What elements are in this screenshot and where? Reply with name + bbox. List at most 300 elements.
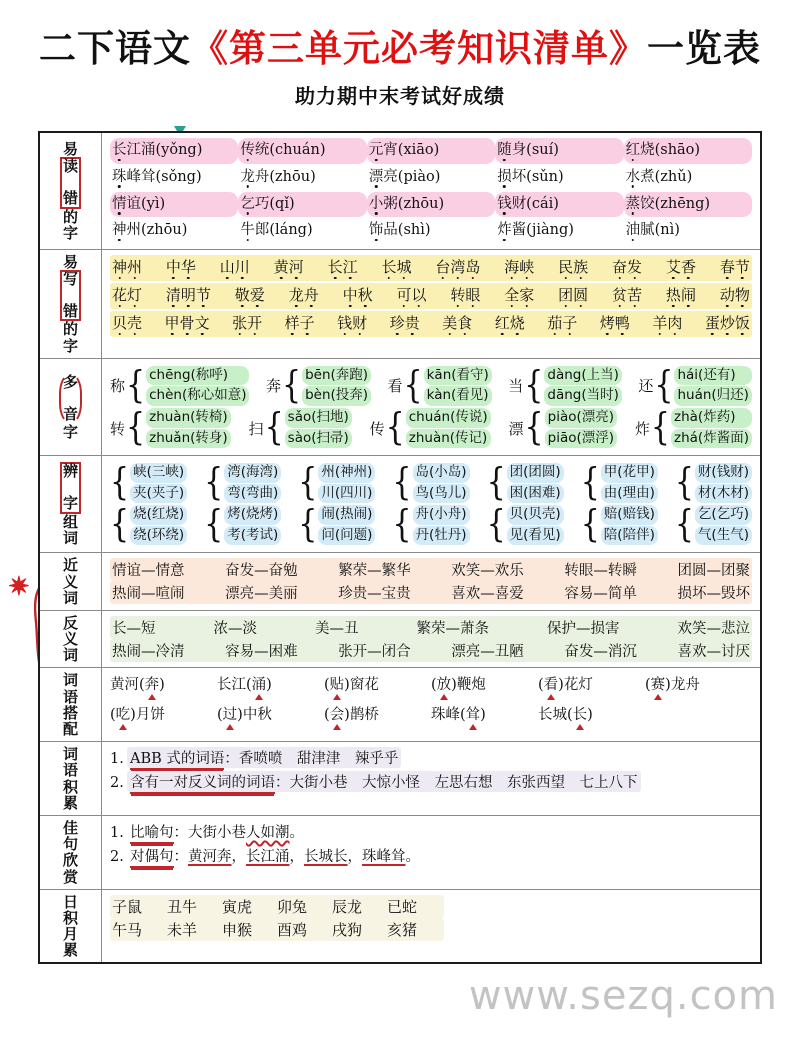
brace-item: 材(木材) — [695, 484, 752, 504]
cell-word-bank — [102, 742, 760, 815]
page-title — [0, 18, 800, 72]
brace-icon: { — [580, 502, 600, 547]
label-line: 欣 — [62, 851, 78, 870]
table-row-distinguish — [40, 456, 760, 553]
brace-icon: { — [392, 460, 412, 505]
yellow-word: 可以 — [396, 286, 427, 304]
brace-group — [580, 502, 658, 547]
brace-item: 烧(红烧) — [130, 505, 187, 525]
yellow-word: 清明节 — [165, 286, 211, 304]
row-label-good-sentences — [40, 816, 102, 889]
label-line-circled: 多 音 — [59, 373, 82, 424]
worksheet-page — [0, 18, 800, 1053]
brace-item: 舟(小舟) — [413, 505, 470, 525]
row-label-word-bank — [40, 742, 102, 815]
collocation-item: 长江(涌) — [217, 677, 272, 694]
brace-pair — [224, 505, 281, 545]
polyphonic-row — [110, 405, 752, 450]
brace-item: 问(问题) — [318, 526, 375, 546]
label-line: 易 — [62, 253, 78, 271]
synonym-line — [110, 558, 752, 581]
zodiac-word: 辰龙 — [332, 897, 363, 916]
pinyin-item: 元宵(xiāo) — [367, 138, 495, 164]
group-char: 转 — [110, 419, 126, 438]
label-line-boxed: 读 错 — [60, 157, 81, 208]
yellow-word: 羊肉 — [652, 314, 683, 332]
yellow-word: 贫苦 — [612, 286, 643, 304]
brace-pair — [406, 408, 491, 448]
item-body: 含有一对反义词的词语：大街小巷 大惊小怪 左思右想 东张西望 七上八下 — [127, 771, 641, 792]
zodiac-word: 戌狗 — [332, 920, 363, 939]
table-row-hard-read — [40, 133, 760, 250]
yellow-word: 黄河 — [273, 258, 304, 276]
brace-item: 困(困难) — [507, 484, 564, 504]
group-char: 还 — [638, 377, 654, 396]
knowledge-table — [38, 131, 762, 964]
label-line: 义 — [62, 572, 78, 591]
distinguish-row — [110, 460, 752, 505]
brace-item: 赔(赔钱) — [601, 505, 658, 525]
brace-group — [392, 502, 469, 547]
yellow-word: 茄子 — [547, 314, 578, 332]
brace-pair — [130, 505, 187, 545]
brace-group — [486, 502, 564, 547]
word-pair: 奋发—消沉 — [564, 643, 637, 660]
label-line: 字 — [62, 223, 78, 242]
yellow-word: 中华 — [165, 258, 196, 276]
zodiac-list — [110, 895, 752, 941]
yellow-word: 花灯 — [112, 286, 143, 304]
item-number: 1. — [110, 824, 124, 841]
antonym-line — [110, 639, 752, 662]
yellow-word: 海峡 — [504, 258, 535, 276]
brace-group — [248, 405, 352, 450]
yellow-word: 艾香 — [665, 258, 696, 276]
antonym-line — [110, 616, 752, 639]
brace-icon: { — [392, 502, 412, 547]
cell-hard-read — [102, 133, 760, 249]
brace-icon: { — [524, 363, 544, 408]
yellow-word: 烤鸭 — [599, 314, 630, 332]
brace-pair — [146, 408, 231, 448]
yellow-word: 美食 — [442, 314, 473, 332]
brace-item: chèn(称心如意) — [146, 386, 249, 406]
word-pair: 繁荣—萧条 — [416, 620, 489, 637]
zodiac-word: 卯兔 — [277, 897, 308, 916]
collocation-item: 长城(长) — [538, 707, 593, 724]
word-pair: 保护—损害 — [547, 620, 620, 637]
yellow-word: 敬爱 — [234, 286, 265, 304]
brace-group — [638, 363, 752, 408]
label-line: 词 — [62, 528, 78, 547]
pinyin-item: 情谊(yì) — [110, 192, 238, 218]
cell-collocation — [102, 668, 760, 741]
label-line: 累 — [62, 941, 78, 960]
brace-icon: { — [674, 460, 694, 505]
brace-item: 州(神州) — [318, 463, 375, 483]
item-body: ABB 式的词语：香喷喷 甜津津 辣乎乎 — [127, 747, 401, 768]
pinyin-item: 蒸饺(zhēng) — [624, 192, 752, 218]
word-pair: 美—丑 — [315, 620, 359, 637]
yellow-word: 长江 — [327, 258, 358, 276]
brace-item: sào(扫帚) — [285, 429, 352, 449]
word-pair: 珍贵—宝贵 — [338, 586, 411, 603]
brace-item: 考(考试) — [224, 526, 281, 546]
row-label-distinguish — [40, 456, 102, 552]
brace-pair — [224, 463, 281, 503]
word-pair: 热闹—冷清 — [112, 643, 185, 660]
brace-item: 弯(弯曲) — [224, 484, 281, 504]
distinguish-groups — [110, 460, 752, 547]
brace-group — [392, 460, 469, 505]
table-row-hard-write — [40, 250, 760, 359]
zodiac-word: 亥猪 — [387, 920, 418, 939]
brace-pair — [695, 505, 752, 545]
pinyin-item: 乞巧(qǐ) — [238, 192, 366, 218]
brace-item: dāng(当时) — [544, 386, 622, 406]
yellow-line — [110, 283, 752, 309]
yellow-word: 珍贵 — [389, 314, 420, 332]
label-line: 句 — [62, 835, 78, 854]
brace-item: 财(钱财) — [695, 463, 752, 483]
brace-item: chēng(称呼) — [146, 366, 249, 386]
label-line: 的 — [62, 207, 78, 226]
brace-item: zhuàn(传记) — [406, 429, 491, 449]
brace-icon: { — [281, 363, 302, 408]
yellow-word: 贝壳 — [112, 314, 143, 332]
brace-item: piāo(漂浮) — [545, 429, 617, 449]
title-highlight: 《第三单元必考知识清单》 — [191, 26, 647, 70]
brace-group — [486, 460, 564, 505]
brace-item: zhuǎn(转身) — [146, 429, 231, 449]
brace-group — [508, 405, 618, 450]
row-label-antonyms — [40, 611, 102, 668]
polyphonic-row — [110, 363, 752, 408]
cell-synonyms — [102, 553, 760, 610]
synonym-line — [110, 581, 752, 604]
pinyin-grid — [110, 138, 752, 244]
row-label-collocation — [40, 668, 102, 741]
table-row-good-sentences — [40, 816, 760, 890]
zodiac-word: 午马 — [112, 920, 143, 939]
brace-item: 见(看见) — [507, 526, 564, 546]
group-char: 漂 — [508, 419, 524, 438]
label-line: 词 — [62, 646, 78, 665]
brace-item: 峡(三峡) — [130, 463, 187, 483]
pinyin-item: 珠峰耸(sǒng) — [112, 168, 202, 185]
brace-icon: { — [298, 502, 318, 547]
zodiac-line — [110, 895, 444, 918]
brace-pair — [545, 408, 617, 448]
yellow-word: 转眼 — [450, 286, 481, 304]
brace-icon: { — [264, 405, 284, 450]
numbered-item — [110, 821, 752, 842]
brace-icon: { — [385, 405, 405, 450]
label-line: 语 — [62, 761, 78, 780]
group-char: 扫 — [248, 419, 264, 438]
zodiac-line — [110, 918, 444, 941]
word-pair: 张开—闭合 — [338, 643, 411, 660]
yellow-word: 春节 — [719, 258, 750, 276]
brace-pair — [146, 366, 249, 406]
brace-icon: { — [298, 460, 318, 505]
yellow-line — [110, 311, 752, 337]
brace-pair — [302, 366, 371, 406]
yellow-word: 动物 — [719, 286, 750, 304]
label-line: 词 — [62, 588, 78, 607]
brace-icon: { — [650, 405, 671, 450]
label-line: 的 — [62, 320, 78, 339]
table-row-daily — [40, 890, 760, 963]
row-label-hard-read — [40, 133, 102, 249]
brace-item: 鸟(鸟儿) — [413, 484, 470, 504]
label-line: 易 — [62, 140, 78, 159]
yellow-word: 山川 — [219, 258, 250, 276]
pinyin-item: 神州(zhōu) — [112, 222, 188, 239]
label-line-boxed: 写 错 — [60, 270, 81, 321]
brace-item: kān(看守) — [424, 366, 492, 386]
label-line: 字 — [62, 423, 78, 442]
yellow-word: 民族 — [558, 258, 589, 276]
pinyin-item: 水煮(zhǔ) — [625, 168, 693, 185]
word-pair: 团圆—团聚 — [677, 563, 750, 580]
word-pair: 热闹—喧闹 — [112, 586, 185, 603]
pinyin-item: 随身(suí) — [495, 138, 623, 164]
word-pair: 繁荣—繁华 — [338, 563, 411, 580]
numbered-item — [110, 771, 752, 792]
title-suffix: 一览表 — [647, 26, 761, 70]
brace-icon: { — [524, 405, 544, 450]
word-pair: 漂亮—丑陋 — [451, 643, 524, 660]
brace-icon: { — [204, 460, 224, 505]
brace-item: 乞(乞巧) — [695, 505, 752, 525]
row-label-polyphonic — [40, 359, 102, 455]
label-line: 搭 — [62, 703, 78, 722]
brace-item: zhuàn(转椅) — [146, 408, 231, 428]
brace-item: 贝(贝壳) — [507, 505, 564, 525]
brace-group — [204, 460, 281, 505]
row-label-hard-write — [40, 250, 102, 358]
yellow-word-list — [110, 255, 752, 337]
item-number: 1. — [110, 751, 124, 768]
word-pair: 漂亮—美丽 — [225, 586, 298, 603]
label-line: 赏 — [62, 867, 78, 886]
brace-pair — [285, 408, 352, 448]
brace-group — [110, 502, 187, 547]
brace-icon: { — [110, 502, 130, 547]
group-char: 炸 — [634, 419, 650, 438]
label-line: 佳 — [62, 818, 78, 837]
label-line: 近 — [62, 556, 78, 575]
brace-pair — [413, 505, 470, 545]
watermark: www.sezq.com — [468, 973, 778, 1019]
brace-pair — [413, 463, 470, 503]
good-sentence-list — [110, 821, 752, 866]
brace-group — [674, 460, 752, 505]
brace-item: 烤(烧烤) — [224, 505, 281, 525]
label-line: 语 — [62, 687, 78, 706]
brace-item: kàn(看见) — [424, 386, 492, 406]
yellow-line — [110, 255, 752, 281]
pinyin-item: 漂亮(piào) — [368, 168, 441, 185]
collocation-item: (过)中秋 — [217, 707, 272, 724]
brace-group — [110, 405, 231, 450]
yellow-word: 神州 — [112, 258, 143, 276]
cell-antonyms — [102, 611, 760, 668]
label-line: 配 — [62, 720, 78, 738]
brace-group — [298, 502, 375, 547]
brace-group — [298, 460, 375, 505]
label-line: 字 — [62, 336, 78, 355]
brace-item: zhá(炸酱面) — [671, 429, 752, 449]
zodiac-word: 丑牛 — [167, 897, 198, 916]
brace-pair — [674, 366, 751, 406]
collocation-item: (吃)月饼 — [110, 707, 165, 724]
word-pair: 情谊—情意 — [112, 563, 185, 580]
collocation-item — [645, 703, 752, 730]
label-line: 反 — [62, 613, 78, 632]
polyphonic-groups — [110, 363, 752, 450]
brace-icon: { — [486, 460, 506, 505]
brace-pair — [695, 463, 752, 503]
label-line: 累 — [62, 793, 78, 812]
brace-group — [674, 502, 752, 547]
item-body: 比喻句：大街小巷人如潮。 — [127, 821, 307, 842]
brace-item: 湾(海湾) — [224, 463, 281, 483]
brace-item: piào(漂亮) — [545, 408, 617, 428]
table-row-antonyms — [40, 611, 760, 669]
brace-group — [508, 363, 622, 408]
zodiac-word: 子鼠 — [112, 897, 143, 916]
label-line: 词 — [62, 745, 78, 764]
pinyin-item: 损坏(sǔn) — [497, 168, 564, 185]
brace-icon: { — [654, 363, 674, 408]
distinguish-row — [110, 502, 752, 547]
brace-icon: { — [486, 502, 506, 547]
label-line-boxed: 辨 字 — [60, 462, 81, 513]
brace-item: 绕(环绕) — [130, 526, 187, 546]
cell-hard-write — [102, 250, 760, 358]
brace-item: 陪(陪伴) — [601, 526, 658, 546]
zodiac-word: 未羊 — [167, 920, 198, 939]
collocation-item: 珠峰(耸) — [431, 707, 486, 724]
pinyin-item: 炸酱(jiàng) — [497, 222, 574, 239]
collocation-item: (会)鹊桥 — [324, 707, 379, 724]
brace-item: 丹(牡丹) — [413, 526, 470, 546]
brace-group — [204, 502, 281, 547]
brace-icon: { — [110, 460, 130, 505]
item-number: 2. — [110, 775, 124, 792]
label-line: 积 — [62, 908, 78, 927]
word-pair: 容易—困难 — [225, 643, 298, 660]
cell-polyphonic — [102, 359, 760, 455]
label-line: 月 — [62, 925, 78, 944]
zodiac-word: 申猴 — [222, 920, 253, 939]
yellow-word: 钱财 — [337, 314, 368, 332]
yellow-word: 台湾岛 — [435, 258, 481, 276]
label-line: 组 — [62, 512, 78, 531]
cell-good-sentences — [102, 816, 760, 889]
brace-group — [387, 363, 492, 408]
brace-pair — [130, 463, 187, 503]
cell-daily — [102, 890, 760, 963]
collocation-grid — [110, 673, 752, 730]
yellow-word: 热闹 — [665, 286, 696, 304]
table-row-polyphonic — [40, 359, 760, 456]
collocation-item: (贴)窗花 — [324, 677, 379, 694]
word-pair: 喜欢—讨厌 — [677, 643, 750, 660]
pinyin-item: 龙舟(zhōu) — [240, 168, 316, 185]
item-number: 2. — [110, 848, 124, 865]
brace-icon: { — [674, 502, 694, 547]
label-line: 词 — [62, 671, 78, 690]
group-char: 称 — [110, 377, 126, 396]
brace-group — [110, 363, 249, 408]
brace-pair — [601, 505, 658, 545]
brace-item: zhà(炸药) — [671, 408, 752, 428]
word-pair: 容易—简单 — [564, 586, 637, 603]
zodiac-word: 寅虎 — [222, 897, 253, 916]
label-line: 积 — [62, 777, 78, 796]
brace-item: dàng(上当) — [544, 366, 622, 386]
group-char: 奔 — [265, 377, 281, 396]
brace-icon: { — [204, 502, 224, 547]
brace-item: 团(团圆) — [507, 463, 564, 483]
pinyin-item: 小粥(zhōu) — [367, 192, 495, 218]
antonym-list — [110, 616, 752, 662]
brace-pair — [507, 505, 564, 545]
word-pair: 损坏—毁坏 — [677, 586, 750, 603]
yellow-word: 蛋炒饭 — [704, 314, 750, 332]
word-pair: 欢笑—欢乐 — [451, 563, 524, 580]
brace-group — [110, 460, 187, 505]
word-pair: 喜欢—喜爱 — [451, 586, 524, 603]
brace-pair — [507, 463, 564, 503]
group-char: 当 — [508, 377, 524, 396]
table-row-word-bank — [40, 742, 760, 816]
yellow-word: 团圆 — [558, 286, 589, 304]
yellow-word: 中秋 — [342, 286, 373, 304]
brace-pair — [318, 463, 375, 503]
zodiac-word: 酉鸡 — [277, 920, 308, 939]
brace-item: chuán(传说) — [406, 408, 491, 428]
table-row-collocation — [40, 668, 760, 742]
yellow-word: 张开 — [232, 314, 263, 332]
label-line: 日 — [62, 892, 78, 911]
collocation-item: (赛)龙舟 — [645, 677, 700, 694]
yellow-word: 样子 — [284, 314, 315, 332]
page-subtitle: 助力期中末考试好成绩 — [295, 84, 505, 108]
word-pair: 奋发—奋勉 — [225, 563, 298, 580]
pinyin-item: 传统(chuán) — [238, 138, 366, 164]
pinyin-item: 牛郎(láng) — [240, 222, 313, 239]
brace-item: 甲(花甲) — [601, 463, 658, 483]
yellow-word: 奋发 — [612, 258, 643, 276]
group-char: 传 — [369, 419, 385, 438]
brace-item: sǎo(扫地) — [285, 408, 352, 428]
red-star-icon: ✷ — [8, 572, 30, 602]
brace-pair — [318, 505, 375, 545]
numbered-item — [110, 747, 752, 768]
pinyin-item: 饰品(shì) — [368, 222, 431, 239]
yellow-word: 龙舟 — [288, 286, 319, 304]
brace-item: 气(生气) — [695, 526, 752, 546]
word-pair: 浓—淡 — [213, 620, 257, 637]
brace-item: bēn(奔跑) — [302, 366, 371, 386]
numbered-item — [110, 845, 752, 866]
brace-group — [634, 405, 752, 450]
synonym-list — [110, 558, 752, 604]
